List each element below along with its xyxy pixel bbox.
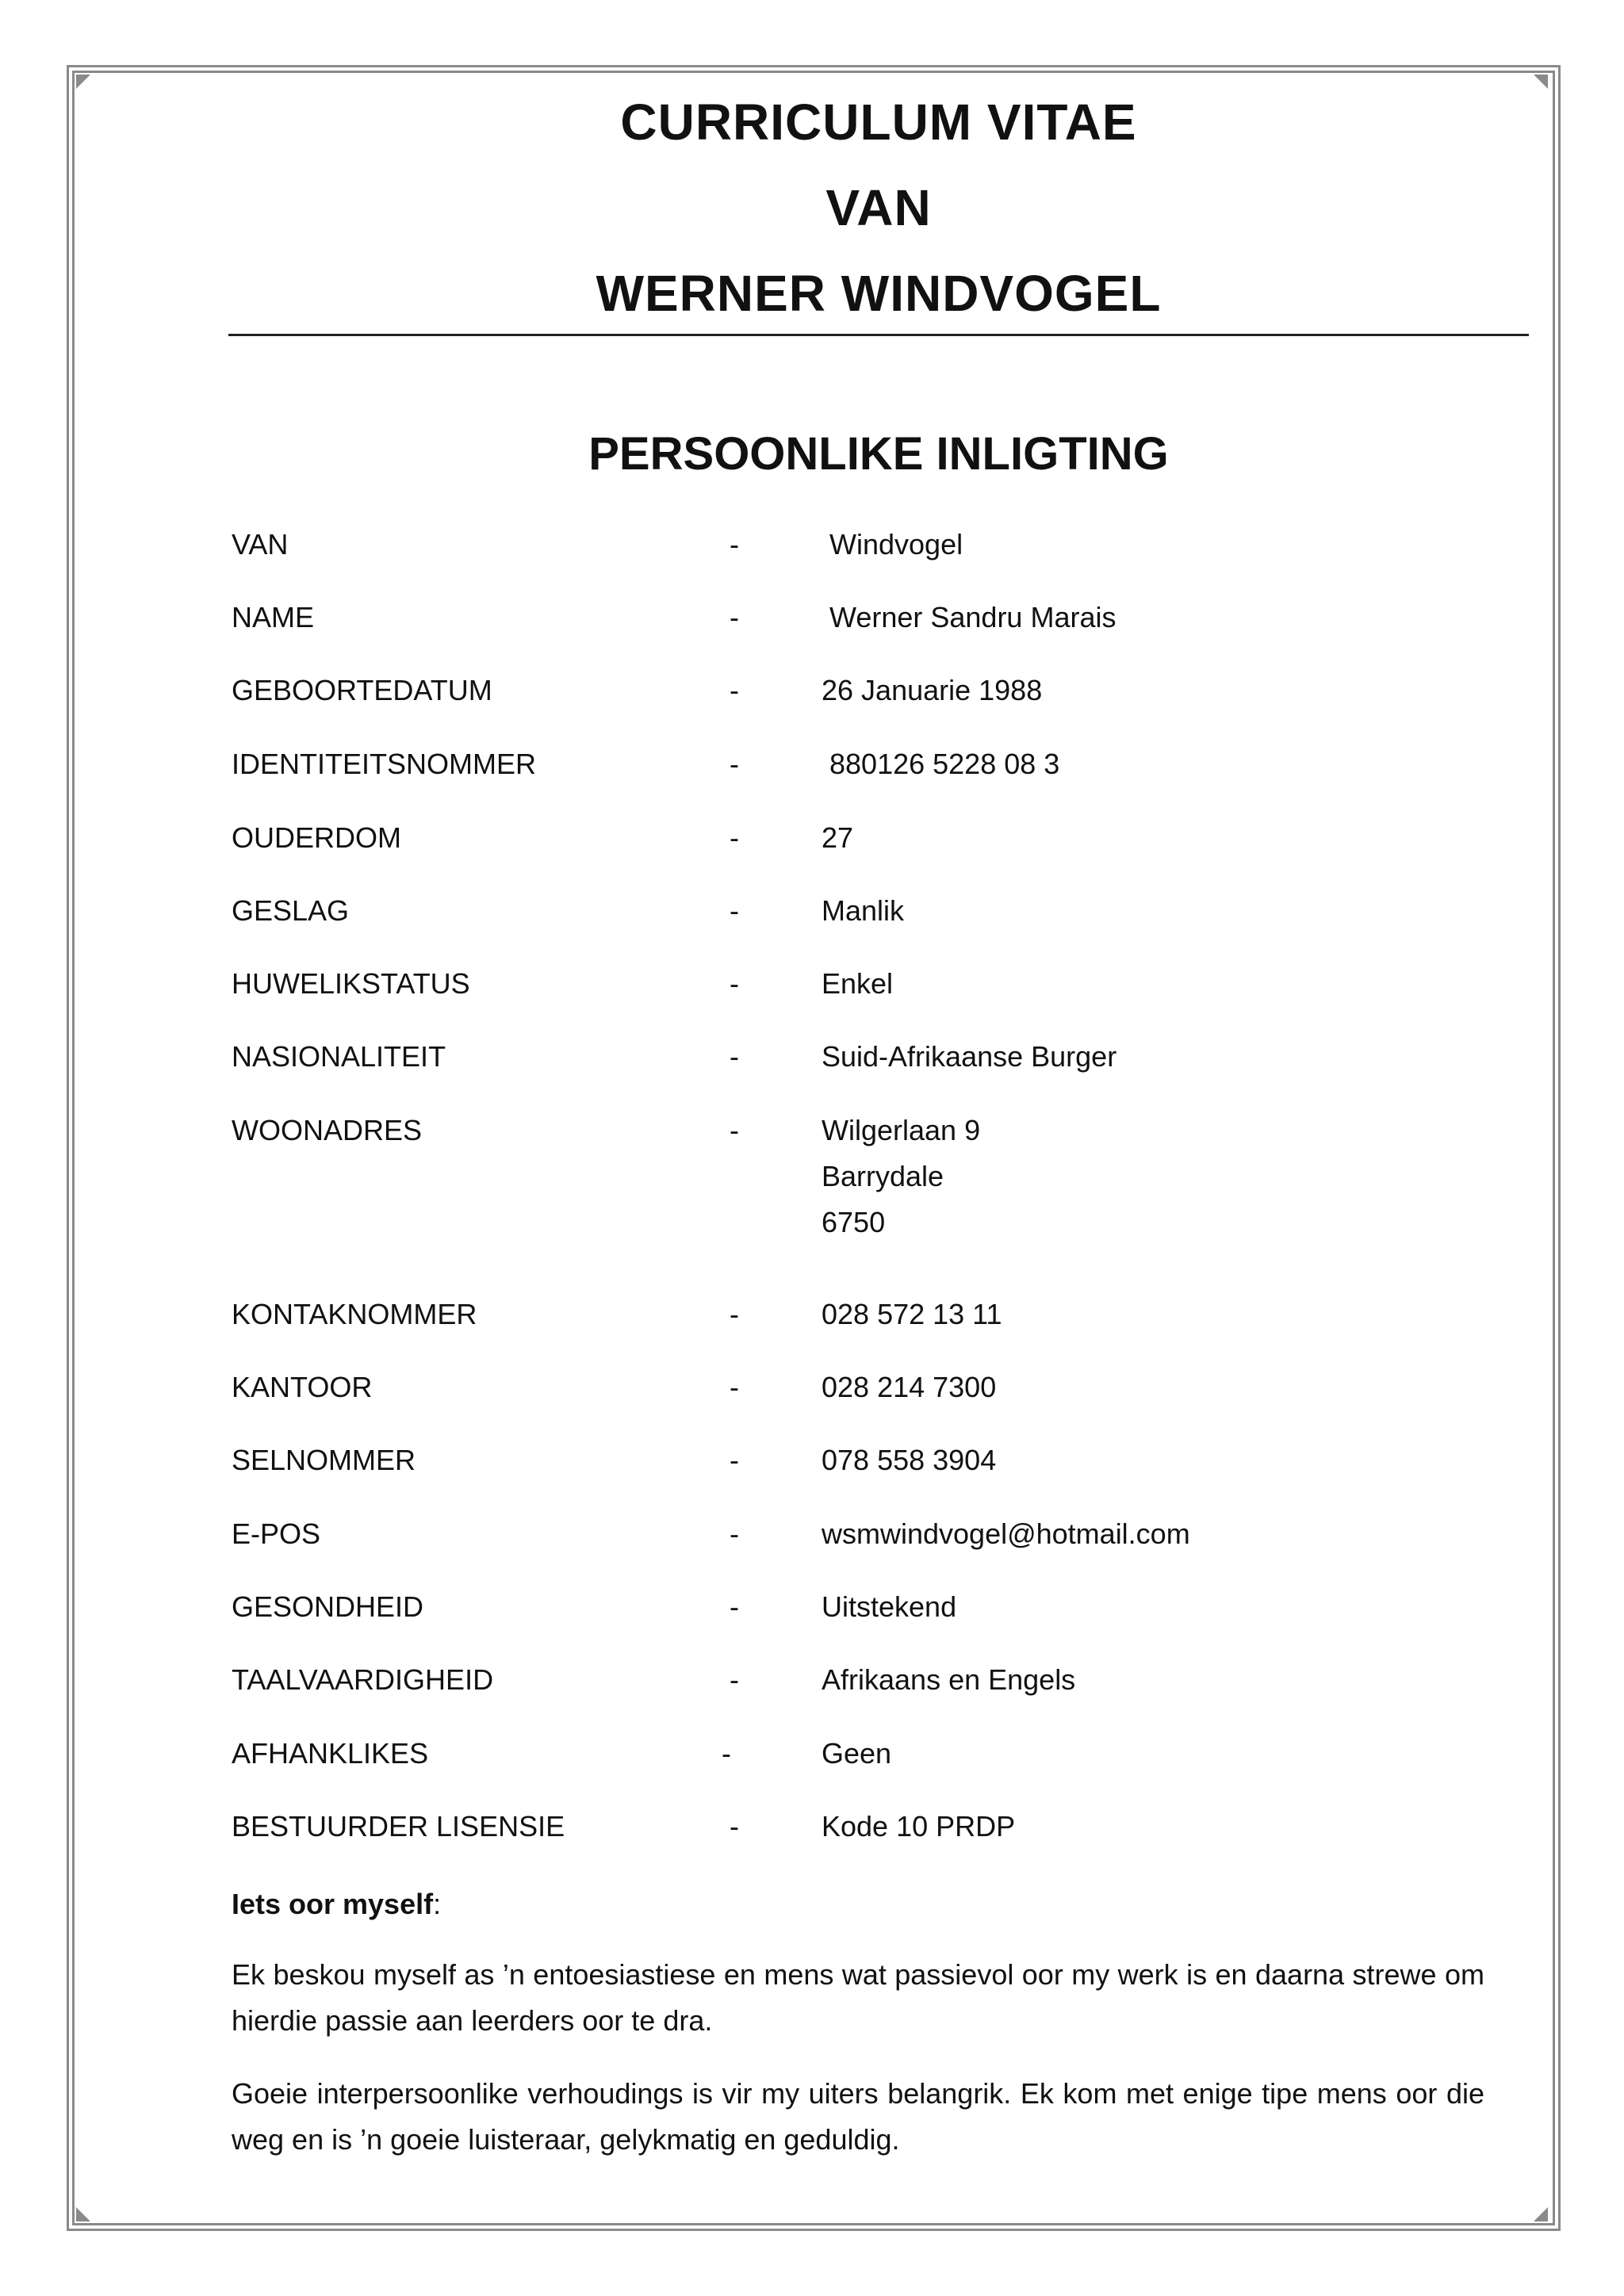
address-town: Barrydale — [822, 1160, 944, 1192]
info-label: TAALVAARDIGHEID — [232, 1663, 494, 1696]
info-value: Suid-Afrikaanse Burger — [822, 1040, 1117, 1073]
info-separator: - — [730, 821, 739, 854]
info-label: KANTOOR — [232, 1371, 373, 1403]
email-value: wsmwindvogel@hotmail.com — [822, 1517, 1190, 1550]
info-value: Enkel — [822, 967, 894, 1000]
info-separator: - — [730, 1663, 739, 1696]
info-label: BESTUURDER LISENSIE — [232, 1810, 565, 1843]
info-separator: - — [730, 1114, 739, 1146]
info-separator: - — [730, 1040, 739, 1073]
info-separator: - — [730, 528, 739, 561]
info-label: VAN — [232, 528, 289, 561]
info-label: GESLAG — [232, 894, 350, 927]
info-separator: - — [730, 1590, 739, 1623]
info-label: NAME — [232, 601, 315, 633]
info-value: 028 572 13 11 — [822, 1298, 1002, 1330]
info-value: Geen — [822, 1737, 892, 1770]
info-separator: - — [722, 1737, 731, 1770]
info-value: 26 Januarie 1988 — [822, 674, 1043, 706]
info-value: Kode 10 PRDP — [822, 1810, 1016, 1843]
info-value: Manlik — [822, 894, 905, 927]
corner-ornament — [1534, 2207, 1548, 2221]
about-heading-colon: : — [433, 1888, 442, 1920]
title-line: CURRICULUM VITAE — [620, 94, 1137, 151]
info-value: Windvogel — [829, 528, 963, 561]
info-label: KONTAKNOMMER — [232, 1298, 477, 1330]
section-heading: PERSOONLIKE INLIGTING — [588, 428, 1169, 480]
title-line: VAN — [825, 179, 932, 236]
info-label: GEBOORTEDATUM — [232, 674, 492, 706]
address-street: Wilgerlaan 9 — [822, 1114, 981, 1146]
info-separator: - — [730, 967, 739, 1000]
document-title — [228, 79, 1529, 336]
info-separator: - — [730, 1444, 739, 1476]
address-block — [822, 1108, 980, 1246]
title-divider — [228, 334, 1529, 336]
about-paragraph: Ek beskou myself as ’n entoesiastiese en mens wat passievol oor my werk is en daarna strewe om hierdie passie aan leerders oor te dra. — [232, 1958, 1484, 2037]
info-value: Uitstekend — [822, 1590, 957, 1623]
info-value: Afrikaans en Engels — [822, 1663, 1076, 1696]
info-separator: - — [730, 601, 739, 633]
info-value: Werner Sandru Marais — [829, 601, 1116, 633]
corner-ornament — [76, 2207, 90, 2221]
info-separator: - — [730, 894, 739, 927]
info-label: OUDERDOM — [232, 821, 401, 854]
about-paragraph: Goeie interpersoonlike verhoudings is vir my uiters belangrik. Ek kom met enige tipe mens oor die weg en is ’n goeie luisteraar, gelykmatig en geduldig. — [232, 2077, 1484, 2156]
info-label: GESONDHEID — [232, 1590, 424, 1623]
info-label: SELNOMMER — [232, 1444, 416, 1476]
info-separator: - — [730, 674, 739, 706]
info-separator: - — [730, 1371, 739, 1403]
info-label: HUWELIKSTATUS — [232, 967, 470, 1000]
info-value: 028 214 7300 — [822, 1371, 997, 1403]
info-separator: - — [730, 748, 739, 780]
info-separator: - — [730, 1810, 739, 1843]
info-label: E-POS — [232, 1517, 321, 1550]
address-postcode: 6750 — [822, 1206, 886, 1238]
info-value: 27 — [822, 821, 854, 854]
info-label: WOONADRES — [232, 1114, 423, 1146]
title-line: WERNER WINDVOGEL — [596, 265, 1162, 322]
corner-ornament — [1534, 75, 1548, 89]
info-label: AFHANKLIKES — [232, 1737, 429, 1770]
corner-ornament — [76, 75, 90, 89]
info-label: NASIONALITEIT — [232, 1040, 446, 1073]
info-label: IDENTITEITSNOMMER — [232, 748, 536, 780]
about-heading-text: Iets oor myself — [232, 1888, 434, 1920]
info-separator: - — [730, 1517, 739, 1550]
info-value: 880126 5228 08 3 — [829, 748, 1060, 780]
info-value: 078 558 3904 — [822, 1444, 997, 1476]
info-separator: - — [730, 1298, 739, 1330]
about-heading — [232, 1881, 441, 1927]
